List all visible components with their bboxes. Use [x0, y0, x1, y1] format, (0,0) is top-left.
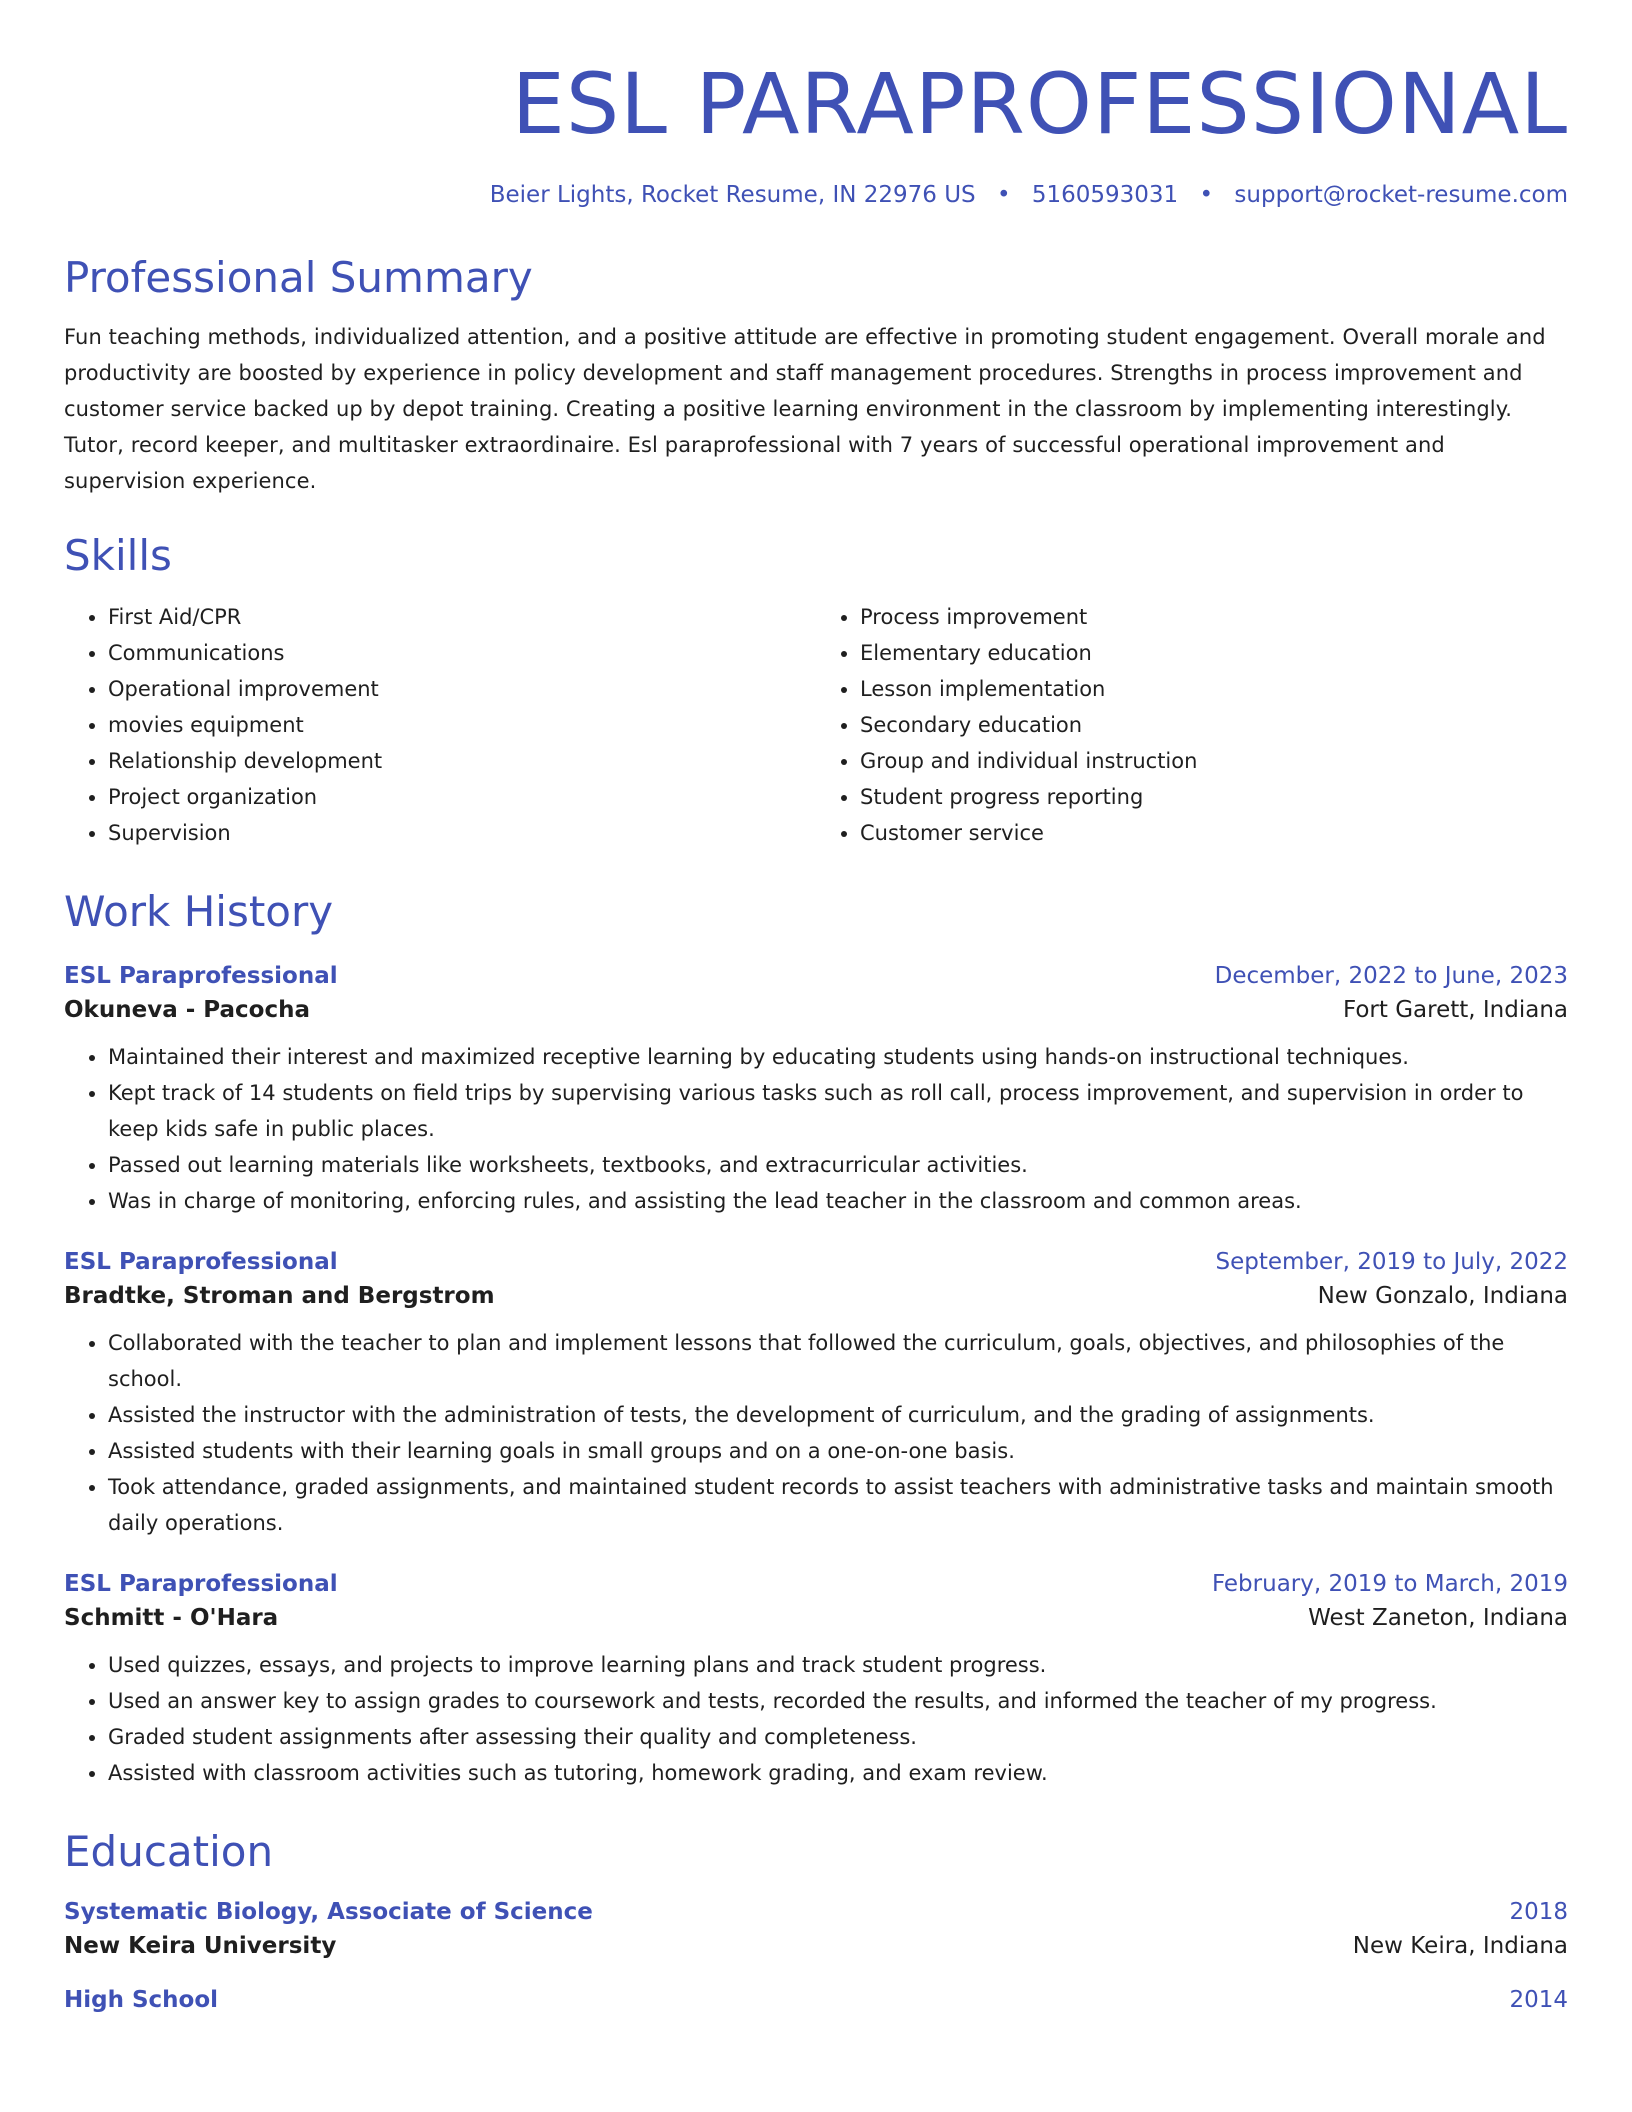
- education-entry: [64, 1899, 1568, 1959]
- skill-item: • Communications: [108, 635, 816, 671]
- job-entry: [64, 963, 1568, 1219]
- job-header-row: [64, 1249, 1568, 1275]
- contact-line: [64, 184, 1568, 207]
- education-header-row: [64, 1899, 1568, 1925]
- job-header-row: [64, 963, 1568, 989]
- contact-address: Beier Lights, Rocket Resume, IN 22976 US: [489, 182, 976, 208]
- job-bullet: • Collaborated with the teacher to plan and implement lessons that followed the curriculum, goals, objectives, and philosophies of the school.: [108, 1325, 1568, 1397]
- education-degree: High School: [64, 1987, 219, 2013]
- job-bullet: • Was in charge of monitoring, enforcing rules, and assisting the lead teacher in the classroom and common areas.: [108, 1183, 1568, 1219]
- skill-item: • Supervision: [108, 815, 816, 851]
- job-company-row: [64, 1605, 1568, 1631]
- job-bullet: • Assisted the instructor with the administration of tests, the development of curriculum, and the grading of assignments.: [108, 1397, 1568, 1433]
- skill-item: • Process improvement: [860, 599, 1568, 635]
- job-entry: [64, 1571, 1568, 1791]
- job-bullet: • Assisted with classroom activities such as tutoring, homework grading, and exam review.: [108, 1755, 1568, 1791]
- job-dates: February, 2019 to March, 2019: [1211, 1571, 1568, 1597]
- skills-column-right: [816, 599, 1568, 851]
- resume-name: ESL PARAPROFESSIONAL: [511, 55, 1568, 153]
- job-entry: [64, 1249, 1568, 1541]
- education-degree: Systematic Biology, Associate of Science: [64, 1899, 593, 1925]
- job-dates: December, 2022 to June, 2023: [1214, 963, 1568, 989]
- education-year: 2018: [1509, 1899, 1568, 1925]
- work-history-heading: Work History: [64, 887, 334, 936]
- skill-item: • Group and individual instruction: [860, 743, 1568, 779]
- skill-item: • movies equipment: [108, 707, 816, 743]
- job-title: ESL Paraprofessional: [64, 1249, 338, 1275]
- job-company: Bradtke, Stroman and Bergstrom: [64, 1283, 495, 1309]
- skill-item: • Elementary education: [860, 635, 1568, 671]
- job-location: Fort Garett, Indiana: [1342, 997, 1568, 1023]
- education-location: New Keira, Indiana: [1352, 1933, 1568, 1959]
- summary-heading: Professional Summary: [64, 253, 533, 302]
- skill-item: • Project organization: [108, 779, 816, 815]
- job-bullet: • Graded student assignments after assessing their quality and completeness.: [108, 1719, 1568, 1755]
- job-bullet: • Assisted students with their learning goals in small groups and on a one-on-one basis.: [108, 1433, 1568, 1469]
- skill-item: • Customer service: [860, 815, 1568, 851]
- education-school: New Keira University: [64, 1933, 337, 1959]
- job-bullets: [64, 1647, 1568, 1791]
- job-dates: September, 2019 to July, 2022: [1215, 1249, 1568, 1275]
- education-entry: [64, 1987, 1568, 2013]
- job-header-row: [64, 1571, 1568, 1597]
- job-bullets: [64, 1325, 1568, 1541]
- job-bullet: • Kept track of 14 students on field trips by supervising various tasks such as roll call, process improvement, and supervision in order to keep kids safe in public places.: [108, 1075, 1568, 1147]
- job-bullet: • Used quizzes, essays, and projects to improve learning plans and track student progress.: [108, 1647, 1568, 1683]
- job-company: Schmitt - O'Hara: [64, 1605, 279, 1631]
- skill-item: • Secondary education: [860, 707, 1568, 743]
- education-school-row: [64, 1933, 1568, 1959]
- job-company: Okuneva - Pacocha: [64, 997, 310, 1023]
- job-bullets: [64, 1039, 1568, 1219]
- contact-phone[interactable]: 5160593031: [1031, 182, 1179, 208]
- skills-column-left: [64, 599, 816, 851]
- job-company-row: [64, 1283, 1568, 1309]
- job-bullet: • Passed out learning materials like worksheets, textbooks, and extracurricular activities.: [108, 1147, 1568, 1183]
- job-title: ESL Paraprofessional: [64, 1571, 338, 1597]
- summary-text: Fun teaching methods, individualized attention, and a positive attitude are effective in promoting student engagement. Overall morale and productivity are boosted by experience in policy development and staff management procedures. Strengths in process improvement and customer service backed up by depot training. Creating a positive learning environment in the classroom by implementing interestingly. Tutor, record keeper, and multitasker extraordinaire. Esl paraprofessional with 7 years of successful operational improvement and supervision experience.: [64, 325, 1546, 493]
- skill-item: • Lesson implementation: [860, 671, 1568, 707]
- skill-item: • Relationship development: [108, 743, 816, 779]
- skills-list: [64, 599, 1568, 851]
- contact-separator: •: [1199, 182, 1214, 208]
- education-header-row: [64, 1987, 1568, 2013]
- job-bullet: • Took attendance, graded assignments, and maintained student records to assist teachers with administrative tasks and maintain smooth daily operations.: [108, 1469, 1568, 1541]
- skill-item: • First Aid/CPR: [108, 599, 816, 635]
- education-heading: Education: [64, 1827, 274, 1876]
- contact-separator: •: [996, 182, 1011, 208]
- job-title: ESL Paraprofessional: [64, 963, 338, 989]
- skills-heading: Skills: [64, 531, 172, 580]
- job-location: West Zaneton, Indiana: [1308, 1605, 1568, 1631]
- job-bullet: • Used an answer key to assign grades to coursework and tests, recorded the results, and informed the teacher of my progress.: [108, 1683, 1568, 1719]
- job-company-row: [64, 997, 1568, 1023]
- education-year: 2014: [1509, 1987, 1568, 2013]
- skill-item: • Student progress reporting: [860, 779, 1568, 815]
- skill-item: • Operational improvement: [108, 671, 816, 707]
- contact-email[interactable]: support@rocket-resume.com: [1234, 182, 1568, 208]
- job-bullet: • Maintained their interest and maximized receptive learning by educating students using hands-on instructional techniques.: [108, 1039, 1568, 1075]
- job-location: New Gonzalo, Indiana: [1317, 1283, 1568, 1309]
